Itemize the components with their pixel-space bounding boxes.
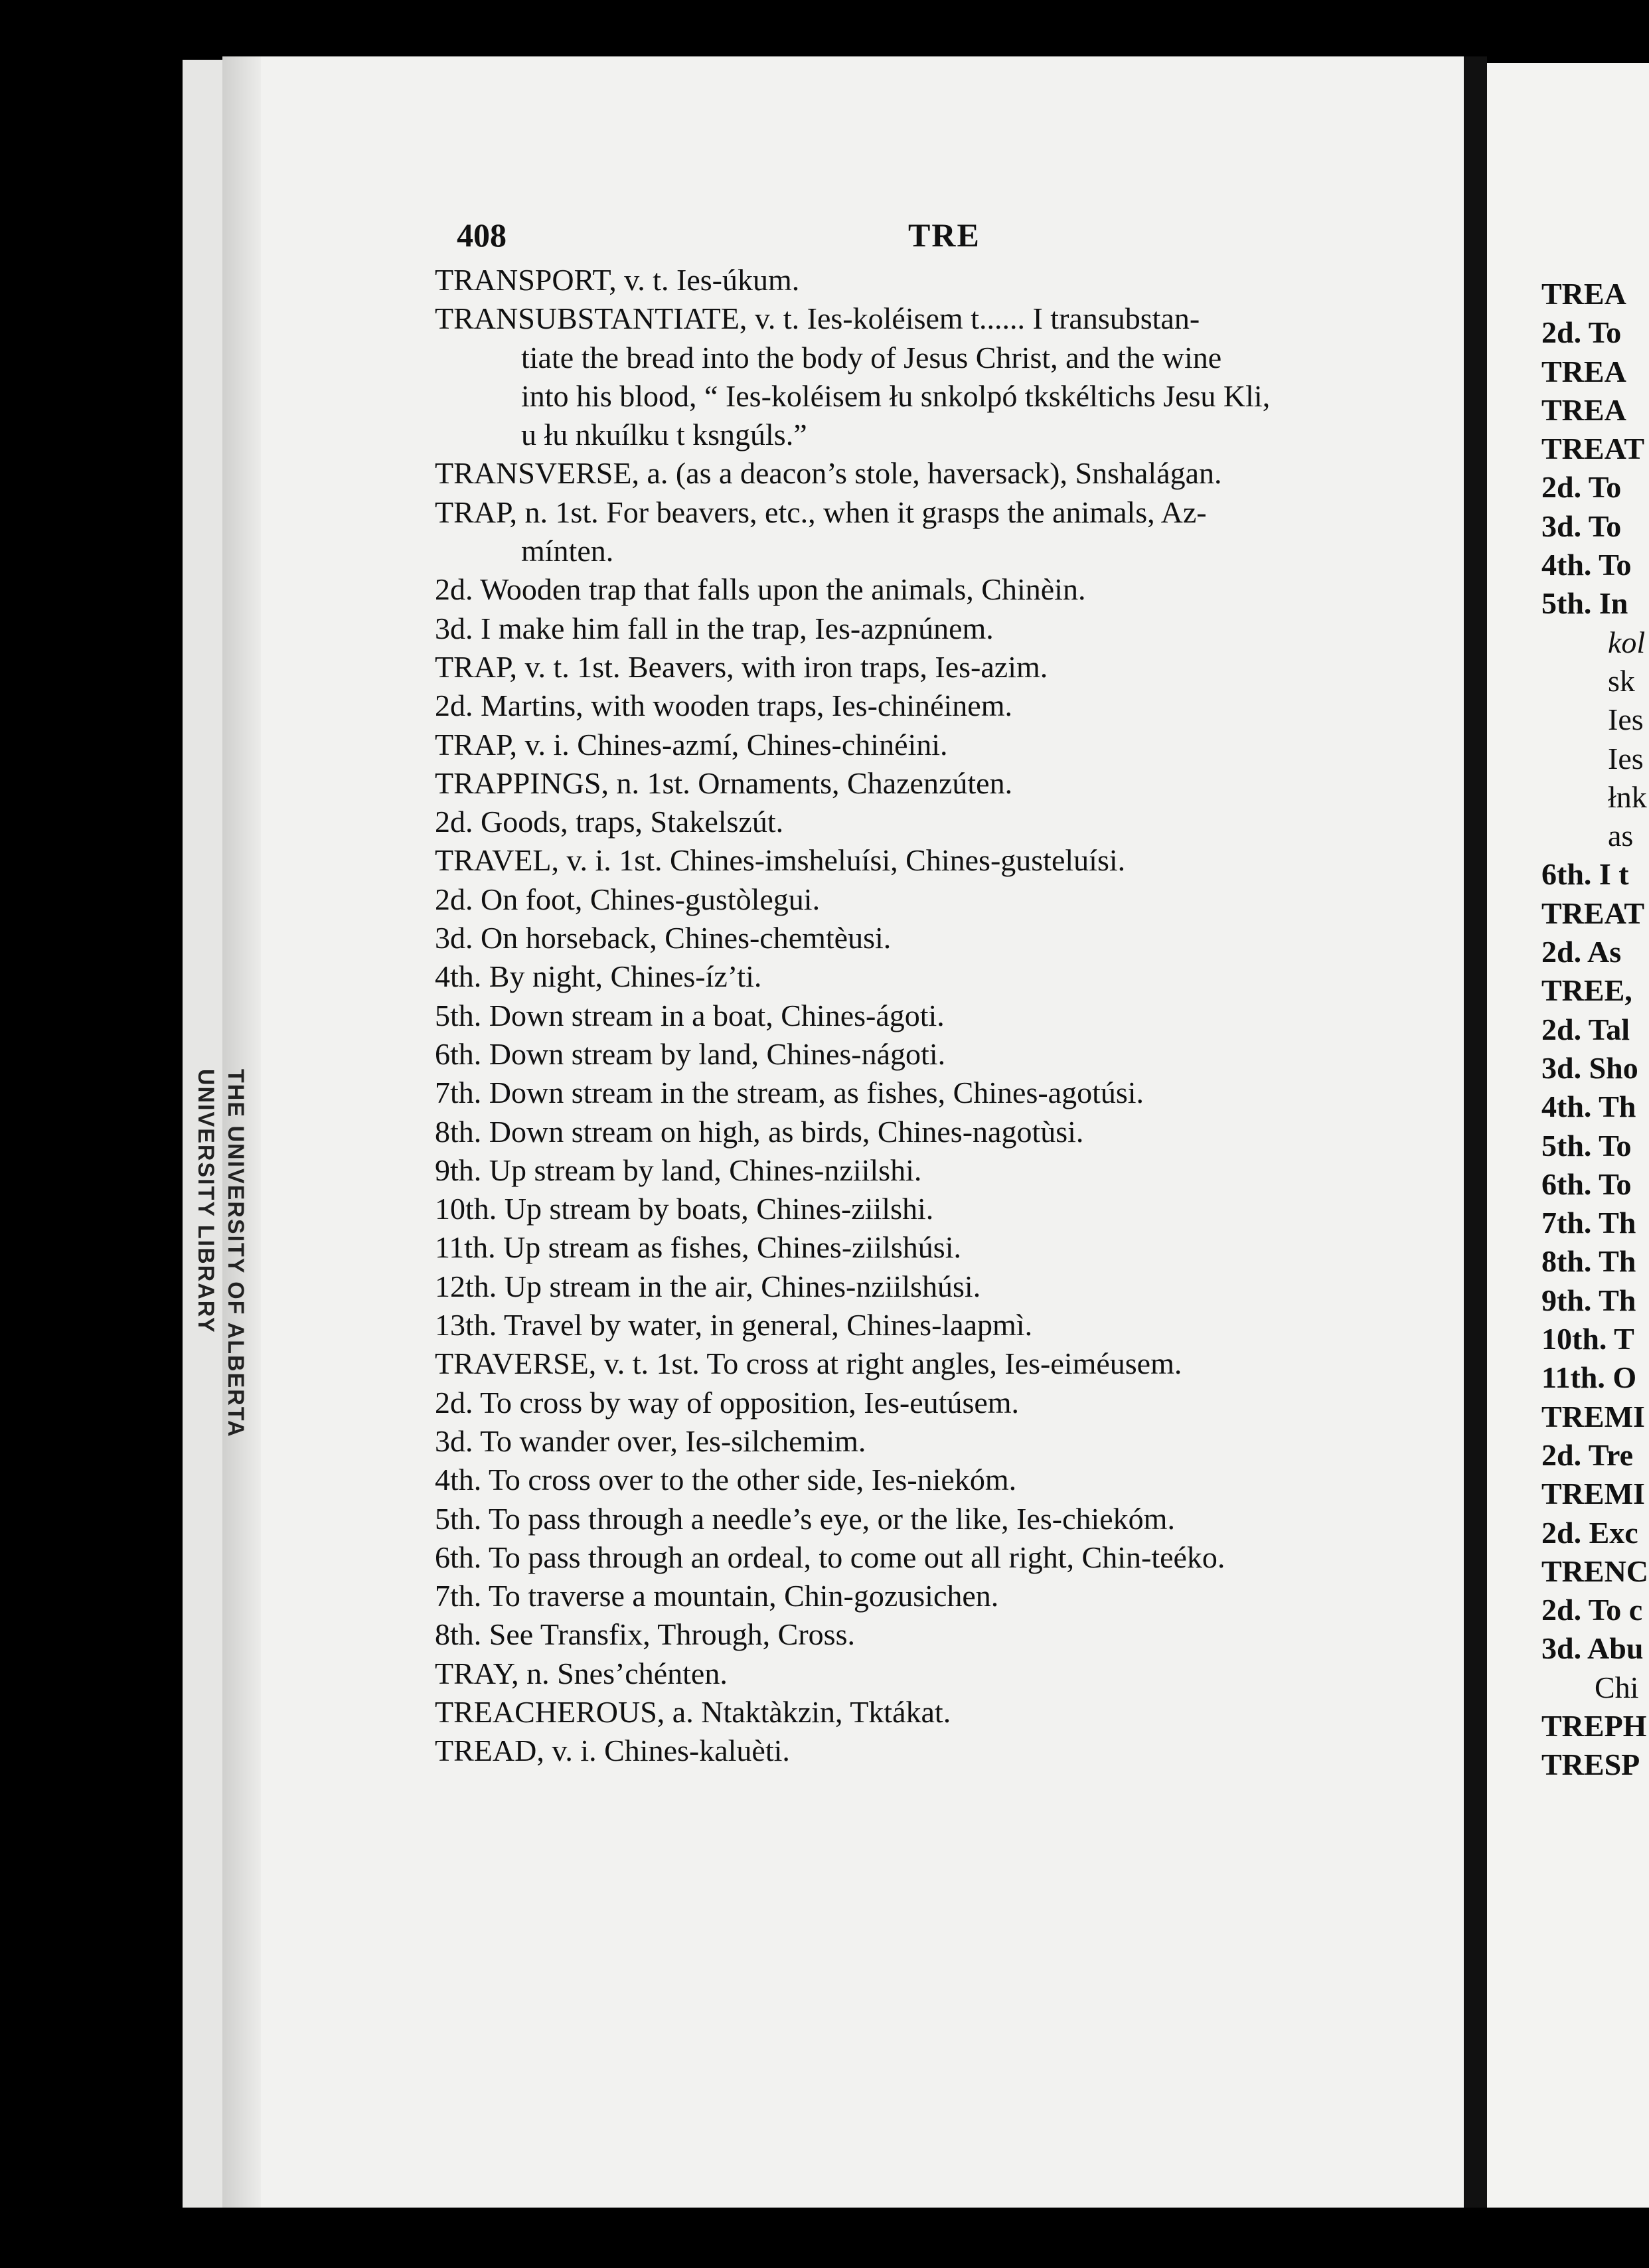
fragment-line: 7th. Th: [1541, 1206, 1636, 1240]
fragment-line: 3d. Abu: [1541, 1631, 1644, 1666]
entry-line: 4th. By night, Chines-íz’ti.: [435, 959, 762, 994]
fragment-line: as: [1608, 819, 1634, 853]
page-header: [457, 216, 1413, 256]
page-number: 408: [457, 216, 507, 254]
entry-line: 3d. I make him fall in the trap, Ies-azpnúnem.: [435, 611, 994, 645]
entry-line: tiate the bread into the body of Jesus Christ, and the wine: [521, 340, 1222, 374]
fragment-line: 4th. Th: [1541, 1090, 1636, 1124]
running-head: TRE: [908, 216, 981, 254]
entry-line: TRANSPORT, v. t. Ies-úkum.: [435, 263, 800, 297]
entry-line: 12th. Up stream in the air, Chines-nziilshúsi.: [435, 1269, 981, 1303]
fragment-line: 2d. As: [1541, 935, 1622, 969]
entry-line: mínten.: [521, 534, 614, 568]
fragment-line: 9th. Th: [1541, 1283, 1636, 1317]
entry-line: 11th. Up stream as fishes, Chines-ziilshúsi.: [435, 1230, 961, 1265]
fragment-line: 2d. Tre: [1541, 1437, 1634, 1472]
fragment-line: TREAT: [1541, 432, 1645, 466]
fragment-line: 6th. To: [1541, 1167, 1632, 1201]
fragment-line: Chi: [1595, 1670, 1639, 1704]
entry-line: TRAY, n. Snes’chénten.: [435, 1656, 728, 1690]
fragment-line: TREAT: [1541, 896, 1645, 930]
entry-line: 8th. See Transfix, Through, Cross.: [435, 1617, 855, 1652]
fragment-line: 6th. I t: [1541, 857, 1629, 892]
entry-line: 7th. To traverse a mountain, Chin-gozusichen.: [435, 1579, 999, 1613]
library-stamp: [193, 1069, 246, 1494]
fragment-line: Ies: [1608, 741, 1644, 775]
entry-line: 2d. Wooden trap that falls upon the animals, Chinèin.: [435, 572, 1086, 607]
entry-line: 4th. To cross over to the other side, Ies-niekóm.: [435, 1463, 1017, 1497]
fragment-line: 2d. Tal: [1541, 1012, 1630, 1046]
entry-line: 9th. Up stream by land, Chines-nziilshi.: [435, 1153, 922, 1187]
entry-line: 6th. To pass through an ordeal, to come out all right, Chin-teéko.: [435, 1540, 1225, 1574]
stamp-line-2: THE UNIVERSITY OF ALBERTA: [223, 1069, 248, 1438]
fragment-line: 3d. Sho: [1541, 1050, 1638, 1085]
fragment-line: 2d. Exc: [1541, 1515, 1638, 1550]
fragment-line: 10th. T: [1541, 1322, 1634, 1356]
facing-page-fragments: [1541, 275, 1649, 1785]
entry-line: TRANSUBSTANTIATE, v. t. Ies-koléisem t...... I transubstan-: [435, 301, 1200, 336]
stamp-line-1: UNIVERSITY LIBRARY: [193, 1069, 218, 1334]
fragment-line: 11th. O: [1541, 1360, 1637, 1395]
dictionary-entries: [435, 261, 1417, 1771]
entry-line: TRAP, v. i. Chines-azmí, Chines-chinéini.: [435, 727, 948, 762]
entry-line: 2d. To cross by way of opposition, Ies-eutúsem.: [435, 1385, 1020, 1419]
entry-line: TRAVERSE, v. t. 1st. To cross at right angles, Ies-eiméusem.: [435, 1346, 1182, 1381]
fragment-line: kol: [1608, 625, 1646, 659]
entry-line: 7th. Down stream in the stream, as fishes, Chines-agotúsi.: [435, 1076, 1144, 1110]
entry-line: 5th. To pass through a needle’s eye, or the like, Ies-chiekóm.: [435, 1501, 1175, 1536]
fragment-line: TREMI: [1541, 1477, 1645, 1511]
entry-line: u łu nkuílku t ksngúls.”: [521, 418, 807, 452]
entry-line: 6th. Down stream by land, Chines-nágoti.: [435, 1036, 946, 1071]
fragment-line: TREMI: [1541, 1399, 1645, 1433]
fragment-line: 8th. Th: [1541, 1244, 1636, 1279]
fragment-line: 2d. To: [1541, 470, 1622, 505]
fragment-line: TRESP: [1541, 1747, 1640, 1782]
entry-line: 10th. Up stream by boats, Chines-ziilshi.: [435, 1192, 934, 1226]
fragment-line: TREA: [1541, 354, 1626, 388]
entry-line: 2d. Goods, traps, Stakelszút.: [435, 805, 784, 839]
entry-line: 5th. Down stream in a boat, Chines-ágoti.: [435, 998, 945, 1032]
entry-line: 2d. Martins, with wooden traps, Ies-chinéinem.: [435, 688, 1012, 723]
fragment-line: 2d. To c: [1541, 1593, 1643, 1627]
fragment-line: 2d. To: [1541, 315, 1622, 350]
fragment-line: TREE,: [1541, 973, 1632, 1008]
fragment-line: sk: [1608, 663, 1635, 698]
fragment-line: TREA: [1541, 392, 1626, 427]
entry-line: 3d. To wander over, Ies-silchemim.: [435, 1423, 866, 1458]
fragment-line: 3d. To: [1541, 509, 1622, 543]
entry-line: TRAPPINGS, n. 1st. Ornaments, Chazenzúten.: [435, 766, 1013, 800]
entry-line: TRANSVERSE, a. (as a deacon’s stole, haversack), Snshalágan.: [435, 456, 1222, 491]
entry-line: 2d. On foot, Chines-gustòlegui.: [435, 882, 821, 916]
entry-line: 8th. Down stream on high, as birds, Chines-nagotùsi.: [435, 1114, 1084, 1149]
fragment-line: 4th. To: [1541, 548, 1632, 582]
entry-line: 3d. On horseback, Chines-chemtèusi.: [435, 921, 892, 955]
page-gap: [1464, 56, 1487, 2208]
fragment-line: 5th. To: [1541, 1128, 1632, 1163]
entry-line: TRAP, v. t. 1st. Beavers, with iron traps, Ies-azim.: [435, 649, 1048, 684]
fragment-line: 5th. In: [1541, 586, 1628, 621]
entry-line: 13th. Travel by water, in general, Chines-laapmì.: [435, 1308, 1033, 1342]
fragment-line: Ies: [1608, 702, 1644, 737]
entry-line: into his blood, “ Ies-koléisem łu snkolpó tkskéltichs Jesu Kli,: [521, 378, 1271, 413]
fragment-line: TRENC: [1541, 1554, 1649, 1588]
fragment-line: TREPH: [1541, 1708, 1647, 1743]
fragment-line: TREA: [1541, 277, 1626, 311]
entry-line: TRAVEL, v. i. 1st. Chines-imsheluísi, Chines-gusteluísi.: [435, 843, 1126, 878]
fragment-line: łnk: [1608, 779, 1647, 814]
entry-line: TRAP, n. 1st. For beavers, etc., when it grasps the animals, Az-: [435, 495, 1207, 529]
entry-line: TREAD, v. i. Chines-kaluèti.: [435, 1734, 790, 1768]
entry-line: TREACHEROUS, a. Ntaktàkzin, Tktákat.: [435, 1694, 951, 1729]
